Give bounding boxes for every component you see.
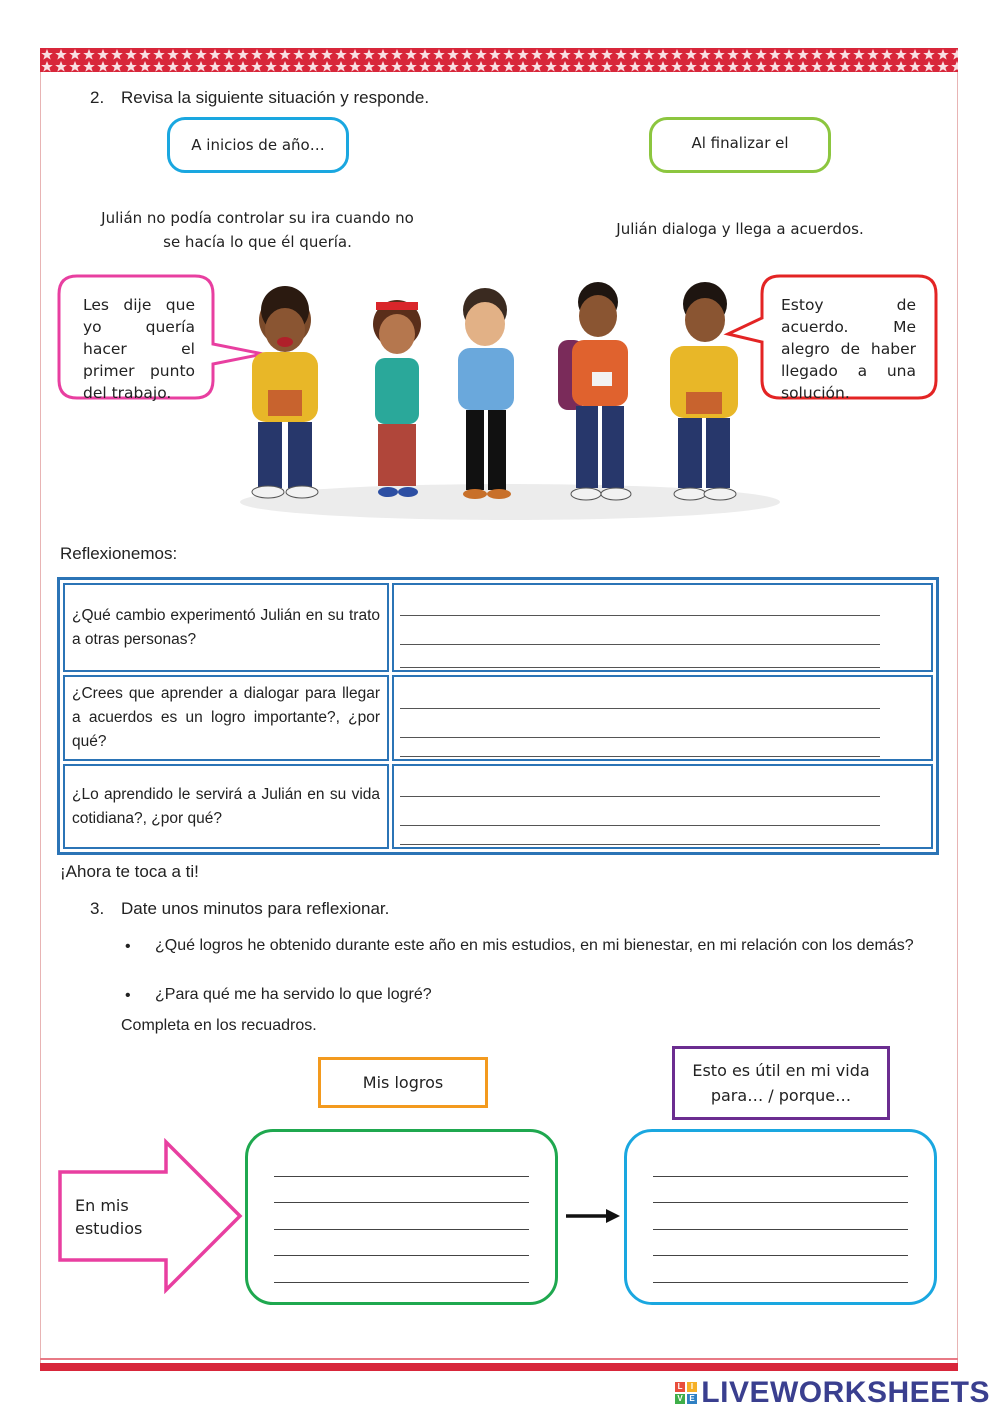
boy-backpack-figure [558, 282, 631, 500]
students-illustration [230, 280, 790, 525]
logo-squares-icon [675, 1382, 697, 1404]
question-3: ¿Lo aprendido le servirá a Julián en su vida cotidiana?, ¿por qué? [72, 785, 380, 827]
bullet-dot: • [125, 938, 131, 955]
logo-letter: L [675, 1382, 685, 1392]
star-pattern [40, 48, 958, 72]
logros-box[interactable] [245, 1129, 558, 1305]
question-1: ¿Qué cambio experimentó Julián en su trato a otras personas? [72, 606, 380, 648]
liveworksheets-logo[interactable] [675, 1376, 990, 1410]
answer-cell-3[interactable] [392, 764, 933, 849]
label-end-text: Al finalizar el [691, 134, 789, 152]
julian-angry-figure [252, 286, 318, 498]
section3-number: 3. [90, 899, 105, 918]
header-mis-logros [318, 1057, 488, 1108]
answer-cell-1[interactable] [392, 583, 933, 672]
bottom-border [40, 1363, 958, 1371]
answer-line[interactable] [274, 1230, 529, 1257]
answer-line[interactable] [274, 1177, 529, 1204]
logo-letter: I [687, 1382, 697, 1392]
logo-letter: E [687, 1394, 697, 1404]
answer-line[interactable] [274, 1256, 529, 1283]
narrative-start: Julián no podía controlar su ira cuando no se hacía lo que él quería. [101, 209, 414, 251]
answer-line[interactable] [400, 645, 880, 668]
answer-cell-2[interactable] [392, 675, 933, 761]
section3-title: Date unos minutos para reflexionar. [121, 899, 390, 918]
answer-line[interactable] [653, 1150, 908, 1177]
section2-number: 2. [90, 88, 105, 107]
question-cell [63, 583, 389, 672]
logo-letter: V [675, 1394, 685, 1404]
question-cell [63, 764, 389, 849]
answer-line[interactable] [653, 1230, 908, 1257]
label-start-text: A inicios de año… [191, 136, 325, 154]
utilidad-box[interactable] [624, 1129, 937, 1305]
right-arrow-icon [566, 1206, 622, 1226]
bullet-1: ¿Qué logros he obtenido durante este año en mis estudios, en mi bienestar, en mi relación con los demás? [155, 937, 914, 954]
narrative-end: Julián dialoga y llega a acuerdos. [616, 220, 864, 238]
answer-line[interactable] [400, 587, 880, 616]
star-border-top [40, 48, 958, 72]
answer-line[interactable] [653, 1177, 908, 1204]
answer-line[interactable] [274, 1203, 529, 1230]
speech-left-text: Les dije que yo quería hacer el primer punto del trabajo. [83, 296, 195, 402]
header-util-text: Esto es útil en mi vida para… / porque… [692, 1061, 870, 1105]
answer-line[interactable] [653, 1256, 908, 1283]
boy-blue-figure [458, 288, 514, 499]
section2-title: Revisa la siguiente situación y responde. [121, 88, 430, 107]
answer-line[interactable] [400, 709, 880, 738]
header-mis-logros-text: Mis logros [362, 1073, 444, 1092]
instruction: Completa en los recuadros. [121, 1017, 317, 1034]
question-2: ¿Crees que aprender a dialogar para llegar a acuerdos es un logro importante?, ¿por qué? [72, 685, 380, 750]
section3-intro: ¡Ahora te toca a ti! [60, 862, 199, 881]
answer-line[interactable] [274, 1150, 529, 1177]
table-row [63, 764, 933, 849]
table-row [63, 675, 933, 761]
question-cell [63, 675, 389, 761]
label-end-of-year [649, 117, 831, 173]
reflexion-heading: Reflexionemos: [60, 544, 178, 563]
answer-line[interactable] [400, 797, 880, 826]
label-start-of-year [167, 117, 349, 173]
answer-line[interactable] [400, 680, 880, 709]
header-util [672, 1046, 890, 1120]
bullet-2: ¿Para qué me ha servido lo que logré? [155, 986, 432, 1003]
brand-name: LIVEWORKSHEETS [701, 1376, 990, 1409]
bottom-border-thin [40, 1358, 958, 1360]
speech-right-text: Estoy de acuerdo. Me alegro de haber llegado a una solución. [781, 296, 916, 402]
answer-line[interactable] [400, 616, 880, 645]
answer-line[interactable] [653, 1203, 908, 1230]
arrow-label: En mis estudios [75, 1196, 143, 1238]
julian-calm-figure [670, 282, 738, 500]
bullet-dot: • [125, 987, 131, 1004]
answer-line[interactable] [400, 826, 880, 845]
answer-line[interactable] [400, 768, 880, 797]
answer-line[interactable] [400, 738, 880, 757]
table-row [63, 583, 933, 672]
girl-figure [373, 300, 421, 497]
reflection-table [57, 577, 939, 855]
